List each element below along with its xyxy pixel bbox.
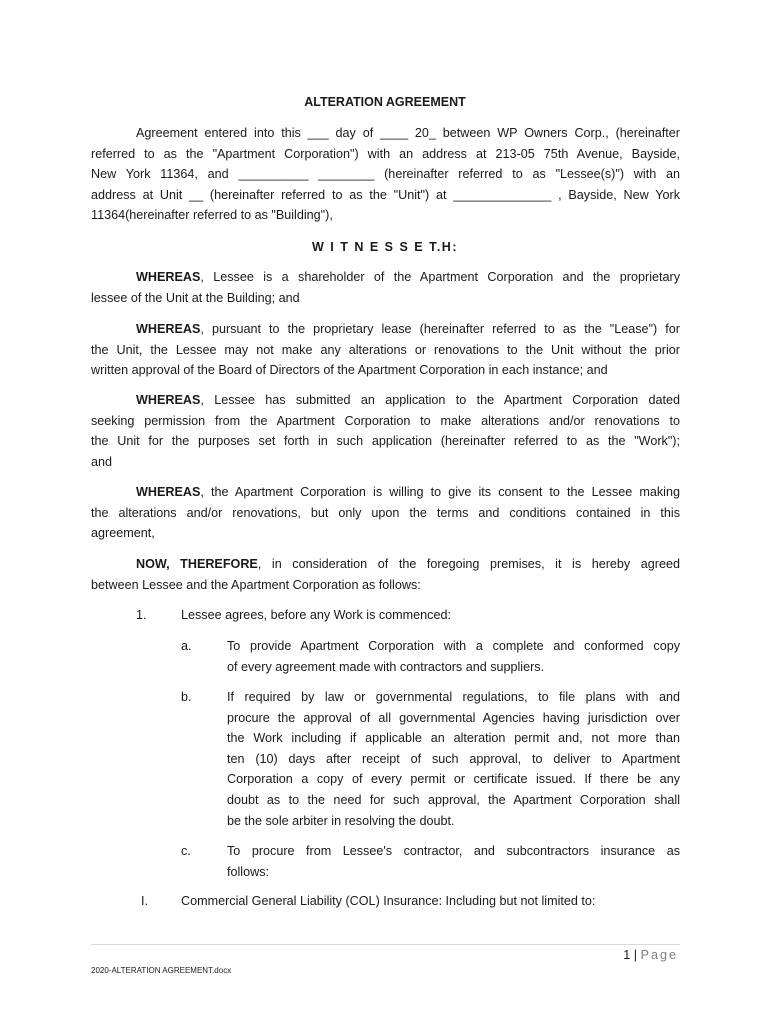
whereas-lead: WHEREAS — [136, 393, 201, 407]
whereas-paragraph-4 — [91, 482, 680, 544]
list-item-c — [227, 841, 680, 882]
list-item-text: procure the approval of all governmental Agencies having jurisdiction over — [227, 710, 680, 725]
list-item-text: doubt as to the need for such approval, the Apartment Corporation shall — [227, 792, 680, 807]
footer-filename: 2020-ALTERATION AGREEMENT.docx — [91, 966, 232, 975]
intro-line: 11364(hereinafter referred to as "Building"), — [91, 208, 333, 223]
list-letter: c. — [181, 844, 191, 858]
intro-line: New York 11364, and __________ ________ (hereinafter referred to as "Lessee(s)") with an — [91, 167, 680, 182]
page-number-separator: | — [633, 948, 638, 962]
whereas-paragraph-1 — [91, 267, 680, 308]
list-item-b — [227, 687, 680, 831]
whereas-text: agreement, — [91, 526, 155, 541]
witnesseth-heading: W I T N E S S E T.H: — [312, 240, 458, 254]
whereas-lead: WHEREAS — [136, 485, 201, 499]
whereas-lead: WHEREAS — [136, 270, 201, 284]
whereas-text: written approval of the Board of Directors of the Apartment Corporation in each instance; and — [91, 363, 608, 378]
intro-paragraph — [91, 123, 680, 226]
intro-line: Agreement entered into this ___ day of ____ 20_ between WP Owners Corp., (hereinafter — [136, 126, 680, 140]
whereas-text: the alterations and/or renovations, but only upon the terms and conditions contained in this — [91, 505, 680, 520]
whereas-text: lessee of the Unit at the Building; and — [91, 290, 300, 305]
list-item-text: If required by law or governmental regulations, to file plans with and — [227, 690, 680, 704]
document-title: ALTERATION AGREEMENT — [304, 95, 466, 109]
whereas-text: seeking permission from the Apartment Corporation to make alterations and/or renovations to — [91, 413, 680, 428]
now-therefore-text: between Lessee and the Apartment Corporation as follows: — [91, 577, 421, 592]
whereas-paragraph-2 — [91, 319, 680, 381]
list-item-text: Commercial General Liability (COL) Insurance: Including but not limited to: — [181, 894, 596, 908]
list-item-text: Corporation a copy of every permit or certificate issued. If there be any — [227, 772, 680, 787]
whereas-text: , Lessee is a shareholder of the Apartment Corporation and the proprietary — [200, 270, 680, 284]
list-item-text: be the sole arbiter in resolving the doubt. — [227, 813, 455, 828]
now-therefore-paragraph — [91, 554, 680, 595]
footer-divider — [91, 944, 680, 945]
list-item-text: To procure from Lessee's contractor, and subcontractors insurance as — [227, 844, 680, 858]
list-item-text: Lessee agrees, before any Work is commenced: — [181, 608, 451, 622]
list-roman: I. — [141, 894, 148, 908]
list-item-text: the Work including if applicable an alteration permit and, not more than — [227, 731, 680, 746]
list-item-text: follows: — [227, 864, 269, 879]
list-item-text: To provide Apartment Corporation with a complete and conformed copy — [227, 639, 680, 653]
list-item-text: of every agreement made with contractors and suppliers. — [227, 659, 545, 674]
page-number-value: 1 — [623, 948, 631, 962]
whereas-text: , pursuant to the proprietary lease (hereinafter referred to as the "Lease") for — [200, 322, 680, 336]
intro-line: referred to as the "Apartment Corporation") with an address at 213-05 75th Avenue, Bayside, — [91, 146, 680, 161]
list-item-text: ten (10) days after receipt of such approval, to deliver to Apartment — [227, 751, 680, 766]
list-item-a — [227, 636, 680, 677]
whereas-text: the Unit for the purposes set forth in such application (hereinafter referred to as the "Work"); — [91, 434, 680, 449]
whereas-text: and — [91, 454, 113, 469]
now-therefore-lead: NOW, THEREFORE — [136, 557, 258, 571]
now-therefore-text: , in consideration of the foregoing premises, it is hereby agreed — [257, 557, 680, 571]
whereas-text: , Lessee has submitted an application to the Apartment Corporation dated — [200, 393, 680, 407]
intro-line: address at Unit __ (hereinafter referred to as the "Unit") at ______________ , Bayside, New York — [91, 187, 680, 202]
whereas-text: , the Apartment Corporation is willing to give its consent to the Lessee making — [200, 485, 680, 499]
list-letter: b. — [181, 690, 192, 704]
list-number: 1. — [136, 608, 147, 622]
page-number — [623, 948, 678, 962]
whereas-text: the Unit, the Lessee may not make any alterations or renovations to the Unit without the prior — [91, 342, 680, 357]
whereas-paragraph-3 — [91, 390, 680, 472]
list-letter: a. — [181, 639, 192, 653]
page-label: Page — [640, 948, 678, 962]
whereas-lead: WHEREAS — [136, 322, 201, 336]
